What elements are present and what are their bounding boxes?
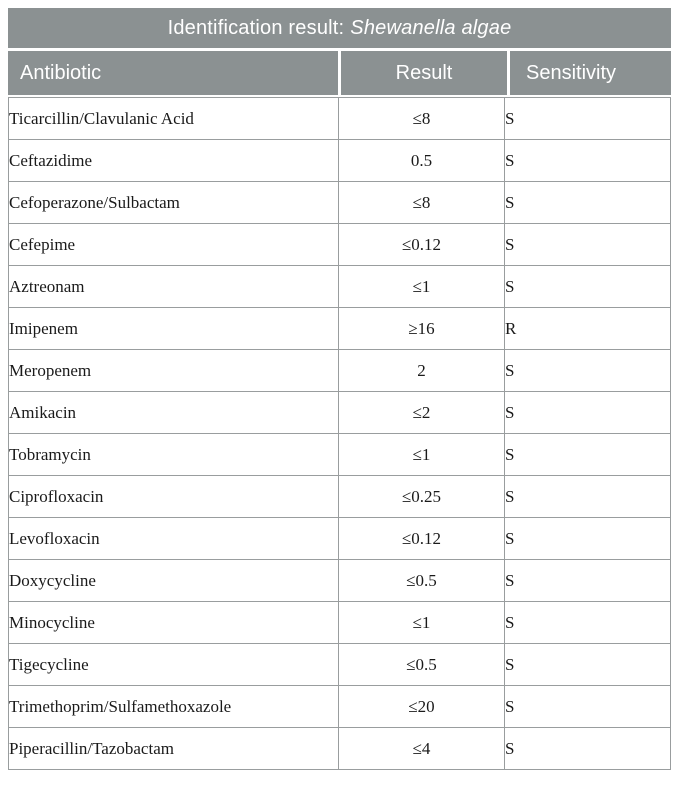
table-row bbox=[9, 560, 671, 602]
table-row bbox=[9, 266, 671, 308]
table-row bbox=[9, 182, 671, 224]
cell-result: 2 bbox=[339, 350, 505, 392]
cell-result: ≥16 bbox=[339, 308, 505, 350]
cell-result: ≤1 bbox=[339, 266, 505, 308]
table-row bbox=[9, 308, 671, 350]
column-header-sensitivity: Sensitivity bbox=[510, 51, 671, 95]
table-title bbox=[8, 8, 671, 48]
cell-antibiotic: Ceftazidime bbox=[9, 140, 339, 182]
table-row bbox=[9, 518, 671, 560]
cell-result: ≤2 bbox=[339, 392, 505, 434]
cell-sensitivity: S bbox=[505, 728, 671, 770]
cell-antibiotic: Meropenem bbox=[9, 350, 339, 392]
cell-antibiotic: Amikacin bbox=[9, 392, 339, 434]
cell-sensitivity: S bbox=[505, 224, 671, 266]
cell-sensitivity: S bbox=[505, 686, 671, 728]
cell-antibiotic: Levofloxacin bbox=[9, 518, 339, 560]
cell-result: ≤20 bbox=[339, 686, 505, 728]
table-row bbox=[9, 350, 671, 392]
cell-antibiotic: Aztreonam bbox=[9, 266, 339, 308]
cell-antibiotic: Ticarcillin/Clavulanic Acid bbox=[9, 98, 339, 140]
table-row bbox=[9, 392, 671, 434]
cell-sensitivity: S bbox=[505, 266, 671, 308]
cell-result: ≤0.5 bbox=[339, 560, 505, 602]
cell-sensitivity: R bbox=[505, 308, 671, 350]
cell-antibiotic: Piperacillin/Tazobactam bbox=[9, 728, 339, 770]
cell-antibiotic: Tobramycin bbox=[9, 434, 339, 476]
cell-result: ≤1 bbox=[339, 602, 505, 644]
cell-antibiotic: Ciprofloxacin bbox=[9, 476, 339, 518]
table-row bbox=[9, 728, 671, 770]
cell-antibiotic: Tigecycline bbox=[9, 644, 339, 686]
cell-sensitivity: S bbox=[505, 602, 671, 644]
table-header-row bbox=[8, 51, 671, 95]
cell-result: ≤1 bbox=[339, 434, 505, 476]
cell-result: 0.5 bbox=[339, 140, 505, 182]
table-row bbox=[9, 98, 671, 140]
column-header-antibiotic: Antibiotic bbox=[8, 51, 338, 95]
cell-sensitivity: S bbox=[505, 140, 671, 182]
cell-sensitivity: S bbox=[505, 350, 671, 392]
table-row bbox=[9, 140, 671, 182]
cell-antibiotic: Cefepime bbox=[9, 224, 339, 266]
table-title-prefix: Identification result: bbox=[167, 16, 345, 39]
cell-result: ≤8 bbox=[339, 182, 505, 224]
cell-sensitivity: S bbox=[505, 644, 671, 686]
table-row bbox=[9, 224, 671, 266]
cell-antibiotic: Cefoperazone/Sulbactam bbox=[9, 182, 339, 224]
cell-sensitivity: S bbox=[505, 434, 671, 476]
cell-sensitivity: S bbox=[505, 392, 671, 434]
cell-result: ≤4 bbox=[339, 728, 505, 770]
cell-sensitivity: S bbox=[505, 98, 671, 140]
cell-sensitivity: S bbox=[505, 476, 671, 518]
cell-antibiotic: Imipenem bbox=[9, 308, 339, 350]
table-row bbox=[9, 686, 671, 728]
cell-result: ≤0.5 bbox=[339, 644, 505, 686]
cell-result: ≤0.12 bbox=[339, 518, 505, 560]
cell-sensitivity: S bbox=[505, 182, 671, 224]
cell-result: ≤8 bbox=[339, 98, 505, 140]
species-name: Shewanella algae bbox=[350, 16, 512, 39]
column-header-result: Result bbox=[341, 51, 507, 95]
antibiogram-table bbox=[8, 8, 671, 770]
table-row bbox=[9, 644, 671, 686]
cell-antibiotic: Doxycycline bbox=[9, 560, 339, 602]
table-row bbox=[9, 476, 671, 518]
cell-sensitivity: S bbox=[505, 560, 671, 602]
table-row bbox=[9, 434, 671, 476]
cell-antibiotic: Minocycline bbox=[9, 602, 339, 644]
cell-result: ≤0.25 bbox=[339, 476, 505, 518]
cell-antibiotic: Trimethoprim/Sulfamethoxazole bbox=[9, 686, 339, 728]
cell-sensitivity: S bbox=[505, 518, 671, 560]
table-row bbox=[9, 602, 671, 644]
table-body bbox=[8, 97, 671, 770]
cell-result: ≤0.12 bbox=[339, 224, 505, 266]
